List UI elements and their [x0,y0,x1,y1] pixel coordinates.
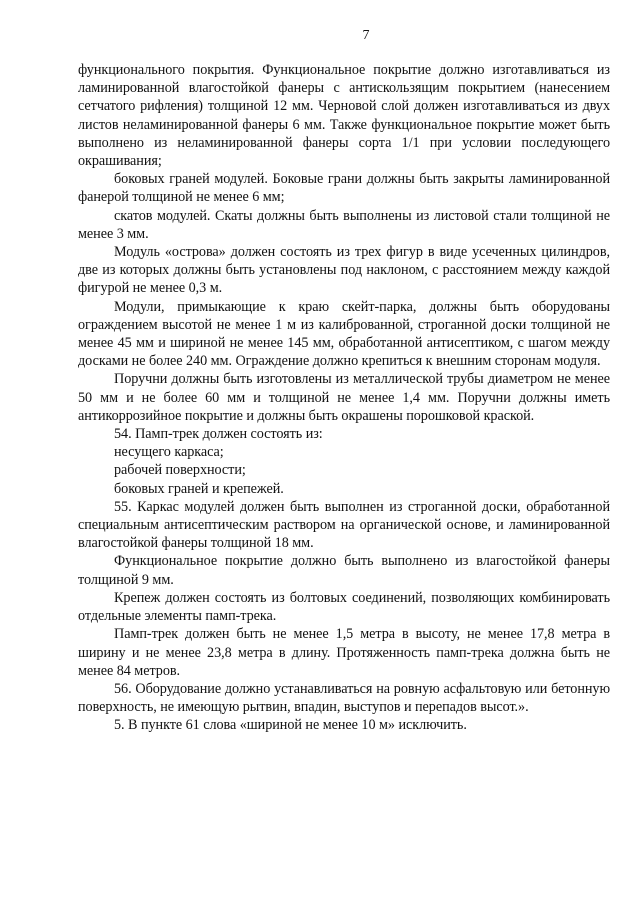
paragraph: 5. В пункте 61 слова «шириной не менее 10 м» исключить. [114,717,467,734]
paragraph: 56. Оборудование должно устанавливаться на ровную асфальтовую или бетонную поверхность, не имеющую рытвин, впадин, выступов и перепадов высот.». [78,680,610,716]
list-item: рабочей поверхности; [114,462,246,479]
paragraph: функционального покрытия. Функциональное покрытие должно изготавливаться из ламинированной влагостойкой фанеры с антискользящим покрытием (нанесением сетчатого рифления) толщиной 12 мм. Черновой слой должен изготавливаться из двух листов неламинированной фанеры 6 мм. Также функциональное покрытие может быть выполнено из неламинированной фанеры сорта 1/1 при условии последующего окрашивания; [78,62,610,170]
paragraph: Функциональное покрытие должно быть выполнено из влагостойкой фанеры толщиной 9 мм. [78,553,610,588]
paragraph: 55. Каркас модулей должен быть выполнен из строганной доски, обработанной специальным антисептическим раствором на органической основе, и ламинированной влагостойкой фанеры толщиной 18 мм. [78,498,610,552]
paragraph: Крепеж должен состоять из болтовых соединений, позволяющих комбинировать отдельные элементы памп-трека. [78,589,610,625]
page-number: 7 [362,28,370,43]
paragraph: скатов модулей. Скаты должны быть выполнены из листовой стали толщиной не менее 3 мм. [78,207,610,242]
paragraph: Поручни должны быть изготовлены из металлической трубы диаметром не менее 50 мм и не более 60 мм и толщиной не менее 1,4 мм. Поручни должны иметь антикоррозийное покрытие и должны быть окрашены порошковой краской. [78,371,610,424]
paragraph: боковых граней модулей. Боковые грани должны быть закрыты ламинированной фанерой толщиной не менее 6 мм; [78,171,610,206]
paragraph: Модуль «острова» должен состоять из трех фигур в виде усеченных цилиндров, две из которых должны быть установлены под наклоном, с расстоянием между каждой фигурой не менее 0,3 м. [78,244,610,297]
paragraph: Модули, примыкающие к краю скейт-парка, должны быть оборудованы ограждением высотой не менее 1 м из калиброванной, строганной доски толщиной не менее 45 мм и шириной не менее 145 мм, обработанной антисептиком, с шагом между досками не более 240 мм. Ограждение должно крепиться к внешним сторонам модуля. [78,298,610,370]
list-item: боковых граней и крепежей. [114,480,284,497]
document-body [78,61,610,735]
paragraph: 54. Памп-трек должен состоять из: [114,426,323,443]
paragraph: Памп-трек должен быть не менее 1,5 метра в высоту, не менее 17,8 метра в ширину и не менее 23,8 метра в длину. Протяженность памп-трека должна быть не менее 84 метров. [78,626,610,679]
list-item: несущего каркаса; [114,444,224,461]
